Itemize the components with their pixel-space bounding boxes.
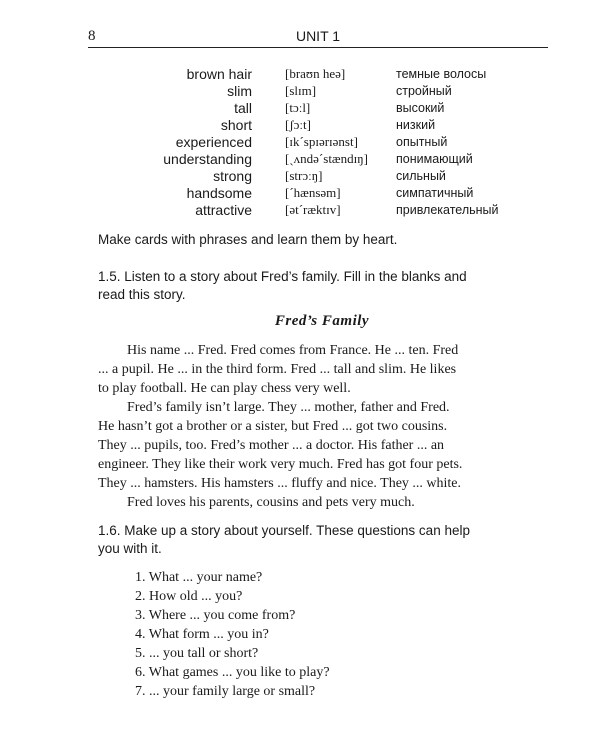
vocab-transcription: [ɪk´spɪərɪənst] bbox=[285, 134, 358, 149]
question-item: 3. Where ... you come from? bbox=[135, 608, 296, 623]
vocab-english: short bbox=[220, 117, 252, 133]
page-number: 8 bbox=[88, 28, 96, 44]
instruction-line: 1.5. Listen to a story about Fred’s family. Fill in the blanks and bbox=[98, 269, 467, 284]
vocab-row bbox=[0, 100, 600, 117]
vocab-transcription: [´hænsəm] bbox=[285, 185, 341, 200]
story-line: They ... hamsters. His hamsters ... fluffy and nice. They ... white. bbox=[98, 476, 462, 491]
task-1-5-instruction bbox=[98, 268, 467, 304]
story-line: engineer. They like their work very much. Fred has got four pets. bbox=[98, 457, 463, 472]
vocab-russian: симпатичный bbox=[396, 186, 474, 200]
story-text bbox=[98, 341, 558, 512]
vocab-english: slim bbox=[227, 83, 252, 99]
story-line: Fred’s family isn’t large. They ... mother, father and Fred. bbox=[127, 400, 450, 415]
vocab-row bbox=[0, 151, 600, 168]
vocab-row bbox=[0, 185, 600, 202]
question-item: 5. ... you tall or short? bbox=[135, 646, 259, 661]
vocab-english: understanding bbox=[163, 151, 252, 167]
header-rule bbox=[88, 47, 548, 48]
vocab-english: attractive bbox=[195, 202, 252, 218]
vocab-russian: понимающий bbox=[396, 152, 473, 166]
page-header bbox=[88, 28, 548, 52]
vocab-english: brown hair bbox=[186, 66, 252, 82]
vocab-russian: высокий bbox=[396, 101, 445, 115]
story-line: ... a pupil. He ... in the third form. Fred ... tall and slim. He likes bbox=[98, 362, 457, 377]
vocab-transcription: [ʃɔːt] bbox=[285, 117, 311, 132]
task-1-6-instruction bbox=[98, 522, 470, 558]
question-list bbox=[135, 568, 330, 701]
vocab-row bbox=[0, 168, 600, 185]
cards-instruction: Make cards with phrases and learn them by heart. bbox=[98, 232, 398, 247]
vocab-russian: стройный bbox=[396, 84, 452, 98]
vocab-transcription: [strɔːŋ] bbox=[285, 168, 323, 183]
vocab-russian: низкий bbox=[396, 118, 436, 132]
vocab-english: strong bbox=[213, 168, 252, 184]
story-line: His name ... Fred. Fred comes from France. He ... ten. Fred bbox=[127, 343, 459, 358]
story-line: Fred loves his parents, cousins and pets very much. bbox=[127, 495, 415, 510]
vocab-transcription: [ət´ræktɪv] bbox=[285, 202, 341, 217]
story-line: to play football. He can play chess very well. bbox=[98, 381, 351, 396]
instruction-line: 1.6. Make up a story about yourself. These questions can help bbox=[98, 523, 470, 538]
vocab-transcription: [braʊn heə] bbox=[285, 66, 346, 81]
unit-title: UNIT 1 bbox=[295, 28, 341, 44]
vocab-transcription: [tɔːl] bbox=[285, 100, 311, 115]
vocab-transcription: [slɪm] bbox=[285, 83, 317, 98]
vocab-russian: опытный bbox=[396, 135, 448, 149]
question-item: 2. How old ... you? bbox=[135, 589, 243, 604]
story-line: They ... pupils, too. Fred’s mother ... a doctor. His father ... an bbox=[98, 438, 445, 453]
vocab-russian: сильный bbox=[396, 169, 446, 183]
vocab-row bbox=[0, 66, 600, 83]
vocab-row bbox=[0, 83, 600, 100]
vocabulary-list bbox=[0, 66, 600, 219]
vocab-english: experienced bbox=[175, 134, 252, 150]
question-item: 4. What form ... you in? bbox=[135, 627, 269, 642]
instruction-line: read this story. bbox=[98, 287, 186, 302]
vocab-russian: привлекательный bbox=[396, 203, 499, 217]
vocab-transcription: [ˏʌndə´stændɪŋ] bbox=[285, 151, 368, 166]
vocab-english: handsome bbox=[186, 185, 252, 201]
story-title: Fred’s Family bbox=[274, 313, 370, 329]
vocab-row bbox=[0, 134, 600, 151]
instruction-line: you with it. bbox=[98, 541, 162, 556]
story-line: He hasn’t got a brother or a sister, but Fred ... got two cousins. bbox=[98, 419, 448, 434]
vocab-russian: темные волосы bbox=[396, 67, 487, 81]
question-item: 6. What games ... you like to play? bbox=[135, 665, 330, 680]
vocab-row bbox=[0, 117, 600, 134]
vocab-english: tall bbox=[234, 100, 252, 116]
vocab-row bbox=[0, 202, 600, 219]
question-item: 1. What ... your name? bbox=[135, 570, 263, 585]
question-item: 7. ... your family large or small? bbox=[135, 684, 316, 699]
